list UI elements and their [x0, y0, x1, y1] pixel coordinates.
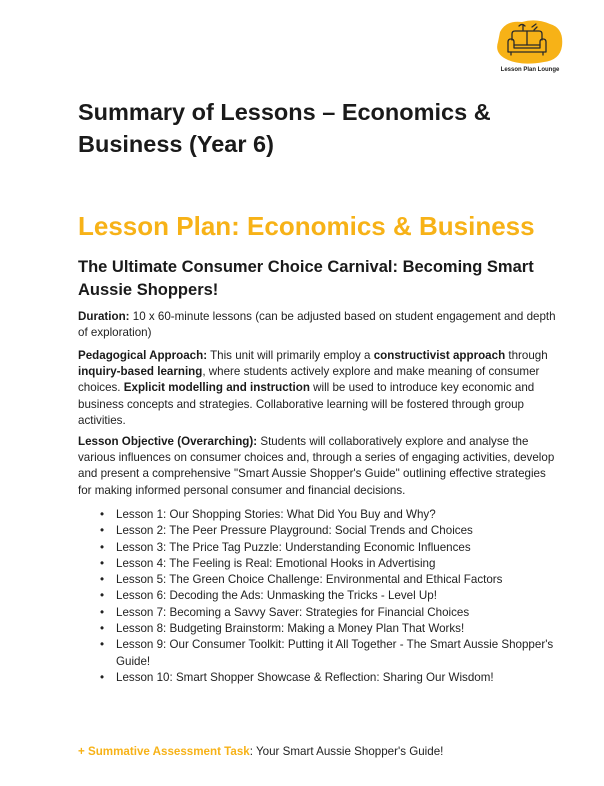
approach-text: This unit will primarily employ a — [207, 349, 374, 362]
lesson-plan-heading: Lesson Plan: Economics & Business — [78, 211, 535, 241]
list-item — [78, 637, 568, 670]
bullet-icon: • — [100, 573, 105, 587]
lesson-title: Lesson 4: The Feeling is Real: Emotional Hooks in Advertising — [116, 556, 436, 570]
summative-assessment — [78, 744, 443, 760]
assessment-label: + Summative Assessment Task — [78, 745, 250, 758]
lesson-title: Lesson 5: The Green Choice Challenge: Environmental and Ethical Factors — [116, 573, 503, 587]
approach-bold-term: inquiry-based learning — [78, 365, 203, 379]
lesson-title: Lesson 9: Our Consumer Toolkit: Putting it All Together - The Smart Aussie Shopper's Guide! — [116, 638, 554, 668]
approach-label: Pedagogical Approach: — [78, 349, 208, 362]
approach-text: will be used to introduce key economic and business concepts and strategies. Collaborative learning will be fostered through group activities. — [78, 381, 535, 427]
list-item — [78, 572, 568, 588]
objective-label: Lesson Objective (Overarching): — [78, 435, 258, 448]
lesson-title: Lesson 6: Decoding the Ads: Unmasking the Tricks - Level Up! — [116, 589, 437, 603]
list-item — [78, 556, 568, 572]
lesson-title: Lesson 2: The Peer Pressure Playground: Social Trends and Choices — [116, 524, 473, 538]
document-title: Summary of Lessons – Economics & Business (Year 6) — [78, 99, 491, 157]
list-item — [78, 507, 568, 523]
bullet-icon: • — [100, 524, 105, 538]
list-item — [78, 588, 568, 604]
approach-text: through — [505, 349, 548, 362]
duration-paragraph — [78, 309, 558, 341]
approach-text: , where students actively explore and make meaning of consumer choices. — [78, 365, 540, 395]
duration-text: 10 x 60-minute lessons (can be adjusted based on student engagement and depth of exploration) — [78, 310, 556, 340]
lesson-title: Lesson 10: Smart Shopper Showcase & Reflection: Sharing Our Wisdom! — [116, 670, 494, 684]
lesson-title: Lesson 8: Budgeting Brainstorm: Making a Money Plan That Works! — [116, 622, 465, 636]
duration-label: Duration: — [78, 310, 130, 323]
lesson-title: Lesson 7: Becoming a Savvy Saver: Strategies for Financial Choices — [116, 605, 470, 619]
bullet-icon: • — [100, 670, 105, 684]
bullet-icon: • — [100, 556, 105, 570]
lesson-title: Lesson 3: The Price Tag Puzzle: Understanding Economic Influences — [116, 540, 471, 554]
objective-paragraph — [78, 434, 558, 499]
list-item — [78, 523, 568, 539]
brand-logo-text: Lesson Plan Lounge — [500, 67, 560, 73]
lesson-title: Lesson 1: Our Shopping Stories: What Did You Buy and Why? — [116, 508, 436, 521]
list-item — [78, 605, 568, 621]
list-item — [78, 621, 568, 637]
assessment-text: : Your Smart Aussie Shopper's Guide! — [249, 745, 444, 758]
brand-logo — [492, 18, 568, 78]
bullet-icon: • — [100, 540, 105, 554]
approach-paragraph — [78, 348, 558, 429]
bullet-icon: • — [100, 589, 105, 603]
lesson-list — [78, 507, 568, 686]
approach-bold-term: constructivist approach — [373, 349, 506, 362]
list-item — [78, 540, 568, 556]
list-item — [78, 670, 568, 686]
bullet-icon: • — [100, 508, 105, 521]
bullet-icon: • — [100, 605, 105, 619]
objective-text: Students will collaboratively explore and analyse the various influences on consumer choices and, through a series of engaging activities, develop and present a comprehensive "Smart Aussie Shopper's Guide" outlining effective strategies for making informed personal consumer and financial decisions. — [78, 435, 555, 497]
unit-subtitle: The Ultimate Consumer Choice Carnival: Becoming Smart Aussie Shoppers! — [78, 258, 534, 299]
sofa-logo-icon — [492, 18, 568, 68]
bullet-icon: • — [100, 622, 105, 636]
approach-bold-term: Explicit modelling and instruction — [123, 381, 310, 395]
bullet-icon: • — [100, 638, 105, 652]
